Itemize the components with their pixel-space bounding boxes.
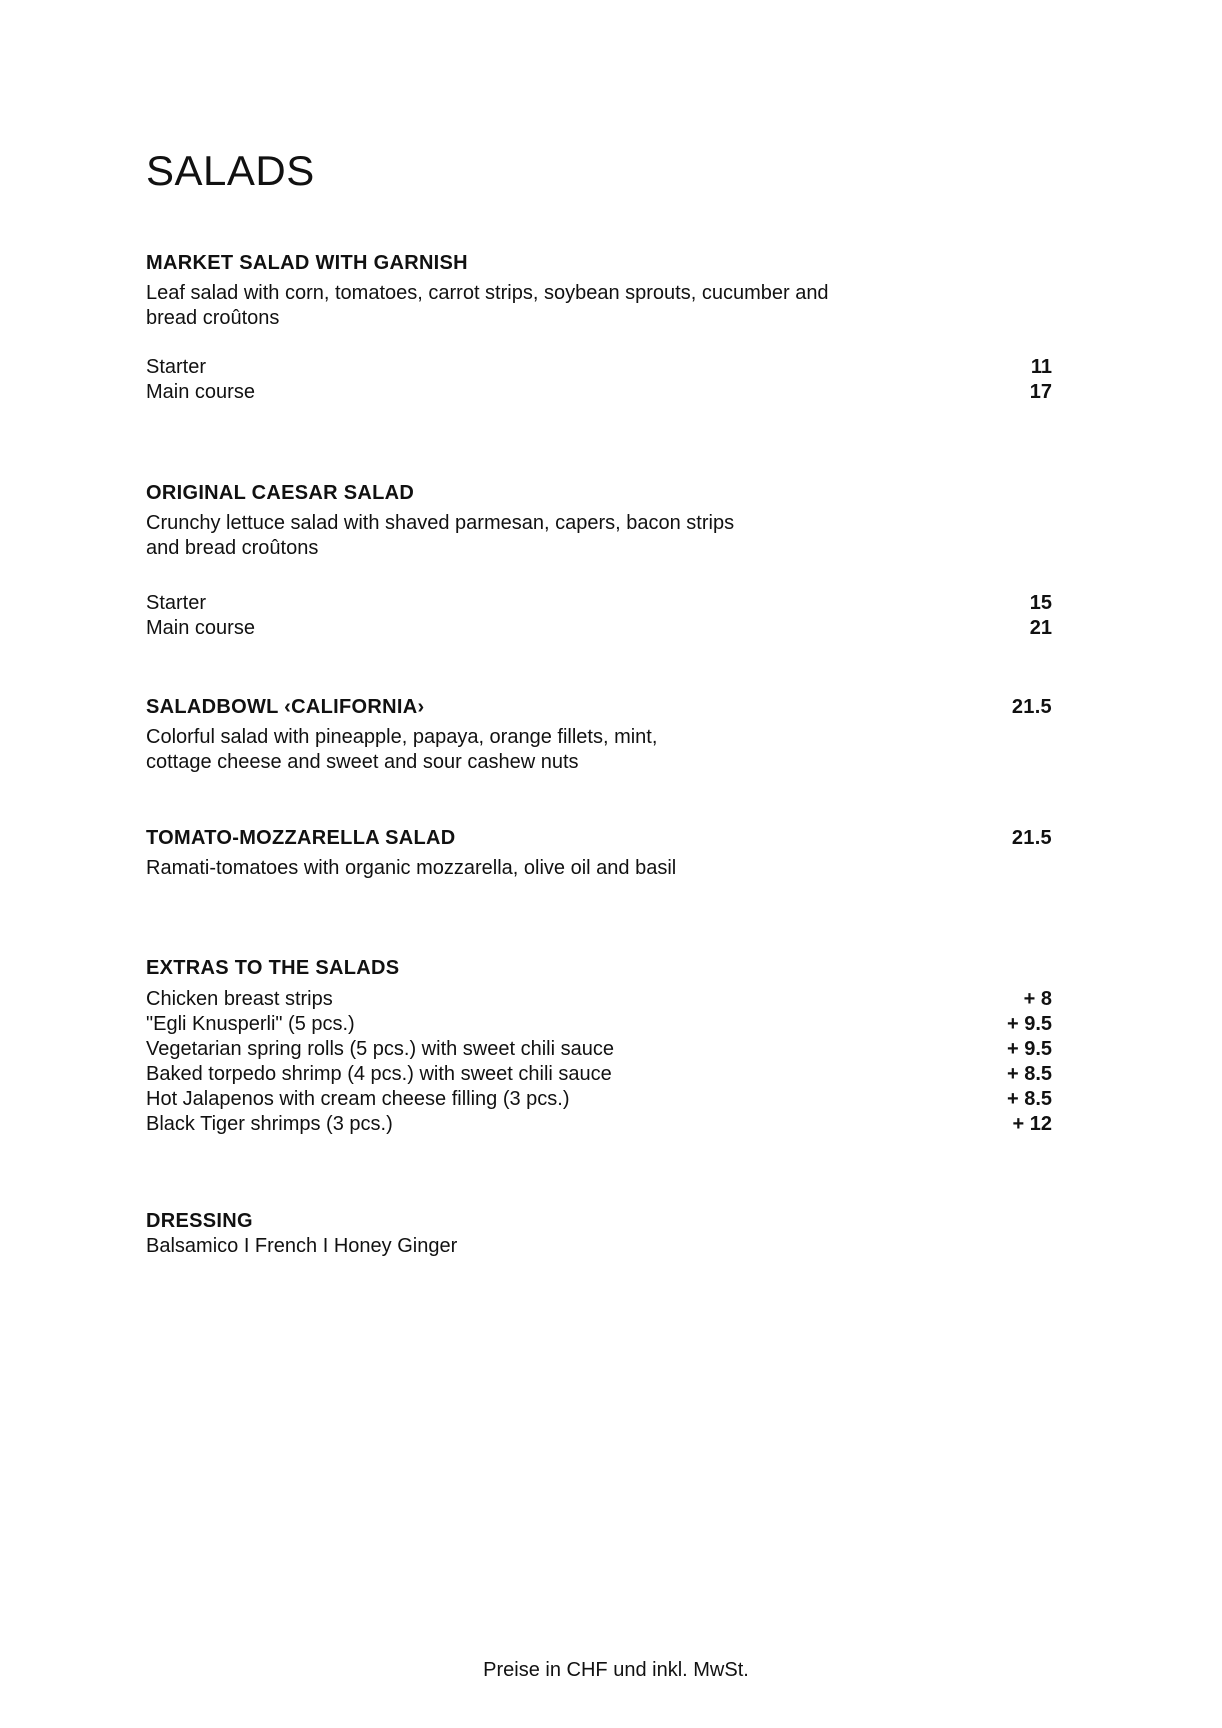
option-price: 21 xyxy=(1029,617,1052,639)
extras-section xyxy=(146,956,1052,1137)
option-label: Main course xyxy=(146,381,255,403)
item-title-row xyxy=(146,826,1052,851)
extra-price: + 9.5 xyxy=(1006,1038,1052,1060)
extra-label: Black Tiger shrimps (3 pcs.) xyxy=(146,1113,393,1135)
price-row xyxy=(146,355,1052,380)
item-description: Ramati-tomatoes with organic mozzarella, olive oil and basil xyxy=(146,857,677,879)
extra-label: "Egli Knusperli" (5 pcs.) xyxy=(146,1013,355,1035)
extra-label: Baked torpedo shrimp (4 pcs.) with sweet chili sauce xyxy=(146,1063,612,1085)
menu-item-tomato-mozzarella xyxy=(146,826,1052,881)
extra-row xyxy=(146,987,1052,1012)
item-price: 21.5 xyxy=(1011,696,1052,718)
extra-row xyxy=(146,1062,1052,1087)
description-line: Crunchy lettuce salad with shaved parmesan, capers, bacon strips xyxy=(146,512,735,534)
menu-item-caesar-salad xyxy=(146,481,1052,641)
item-description xyxy=(146,725,1052,775)
description-line: and bread croûtons xyxy=(146,537,319,559)
extra-price: + 12 xyxy=(1012,1113,1052,1135)
option-price: 17 xyxy=(1029,381,1052,403)
item-title: MARKET SALAD WITH GARNISH xyxy=(146,252,468,274)
section-title: EXTRAS TO THE SALADS xyxy=(146,957,400,979)
extra-row xyxy=(146,1037,1052,1062)
extra-label: Vegetarian spring rolls (5 pcs.) with sweet chili sauce xyxy=(146,1038,614,1060)
price-row xyxy=(146,380,1052,405)
description-line: bread croûtons xyxy=(146,307,280,329)
extra-row xyxy=(146,1112,1052,1137)
extra-price: + 9.5 xyxy=(1006,1013,1052,1035)
dressing-section xyxy=(146,1209,1052,1259)
price-row xyxy=(146,616,1052,641)
item-title: ORIGINAL CAESAR SALAD xyxy=(146,482,415,504)
option-price: 15 xyxy=(1029,592,1052,614)
dressing-options: Balsamico I French I Honey Ginger xyxy=(146,1235,458,1257)
description-line: Leaf salad with corn, tomatoes, carrot strips, soybean sprouts, cucumber and xyxy=(146,282,829,304)
item-title-row xyxy=(146,695,1052,720)
price-row xyxy=(146,591,1052,616)
option-label: Main course xyxy=(146,617,255,639)
extra-row xyxy=(146,1012,1052,1037)
menu-item-saladbowl-california xyxy=(146,695,1052,775)
extra-price: + 8.5 xyxy=(1006,1063,1052,1085)
item-title: SALADBOWL ‹CALIFORNIA› xyxy=(146,696,425,718)
section-title: DRESSING xyxy=(146,1210,253,1232)
page-title: SALADS xyxy=(146,147,315,194)
item-description xyxy=(146,511,1052,561)
extra-price: + 8 xyxy=(1023,988,1052,1010)
item-price: 21.5 xyxy=(1011,827,1052,849)
item-description xyxy=(146,281,1052,331)
item-title: TOMATO-MOZZARELLA SALAD xyxy=(146,827,456,849)
description-line: Colorful salad with pineapple, papaya, orange fillets, mint, xyxy=(146,726,658,748)
description-line: cottage cheese and sweet and sour cashew nuts xyxy=(146,751,579,773)
extra-price: + 8.5 xyxy=(1006,1088,1052,1110)
option-label: Starter xyxy=(146,592,207,614)
menu-item-market-salad xyxy=(146,251,1052,405)
extra-label: Hot Jalapenos with cream cheese filling (3 pcs.) xyxy=(146,1088,570,1110)
extra-row xyxy=(146,1087,1052,1112)
option-price: 11 xyxy=(1030,356,1052,378)
price-note-footer: Preise in CHF und inkl. MwSt. xyxy=(483,1659,749,1681)
option-label: Starter xyxy=(146,356,207,378)
extra-label: Chicken breast strips xyxy=(146,988,333,1010)
